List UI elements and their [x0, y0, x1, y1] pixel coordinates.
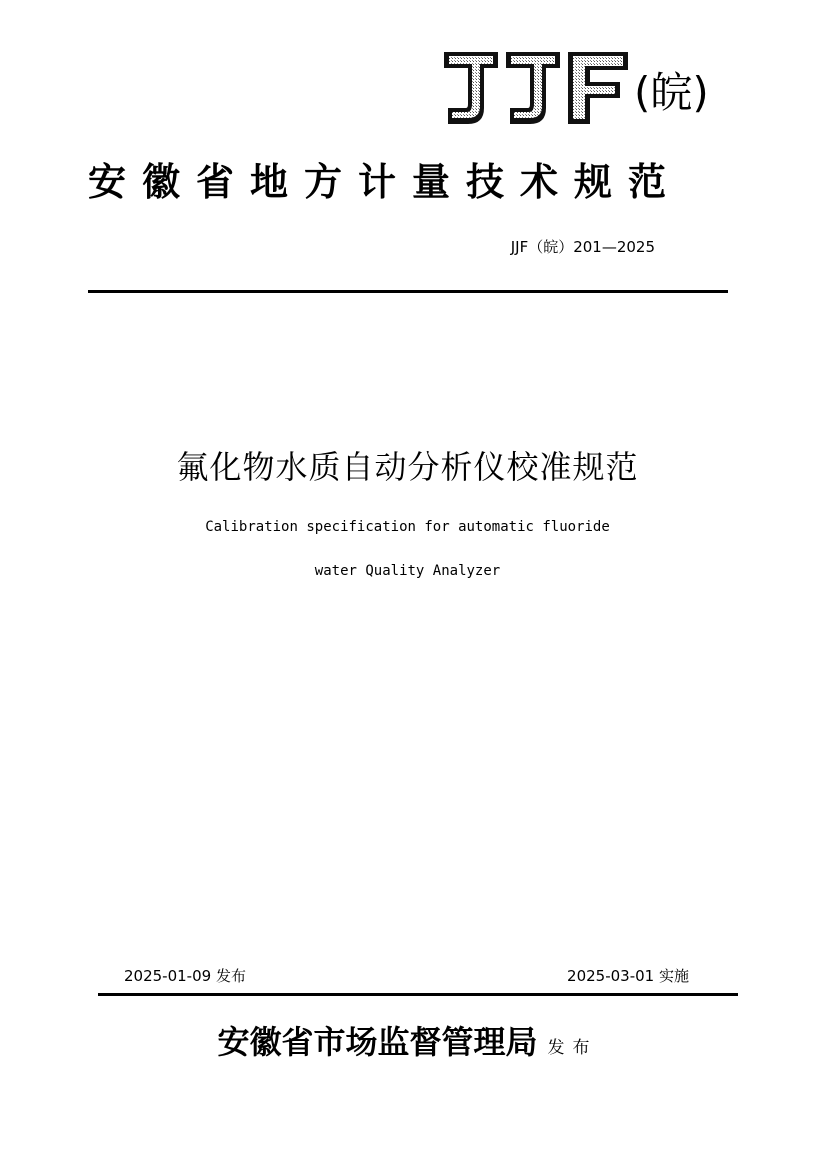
issue-date: 2025-01-09 发布 — [124, 967, 246, 985]
jjf-logo-mark — [440, 46, 632, 130]
header-divider — [88, 290, 728, 293]
jjf-logo — [440, 46, 709, 130]
issuer-name: 安徽省市场监督管理局 — [217, 1023, 538, 1061]
document-title-chinese: 氟化物水质自动分析仪校准规范 — [176, 448, 639, 486]
document-title-english-line2: water Quality Analyzer — [314, 563, 501, 579]
standard-category: 安徽省地方计量技术规范 — [88, 159, 683, 204]
logo-suffix: (皖) — [634, 68, 709, 117]
logo-letter-j1 — [444, 52, 498, 124]
document-number: JJF（皖）201—2025 — [510, 238, 655, 256]
issuer-suffix: 发布 — [547, 1038, 598, 1058]
logo-letter-f — [568, 52, 628, 124]
implementation-date: 2025-03-01 实施 — [567, 967, 689, 985]
document-title-english-line1: Calibration specification for automatic fluoride — [205, 519, 610, 535]
logo-letter-j2 — [506, 52, 560, 124]
issuer — [0, 1020, 815, 1070]
footer-divider — [98, 993, 738, 996]
